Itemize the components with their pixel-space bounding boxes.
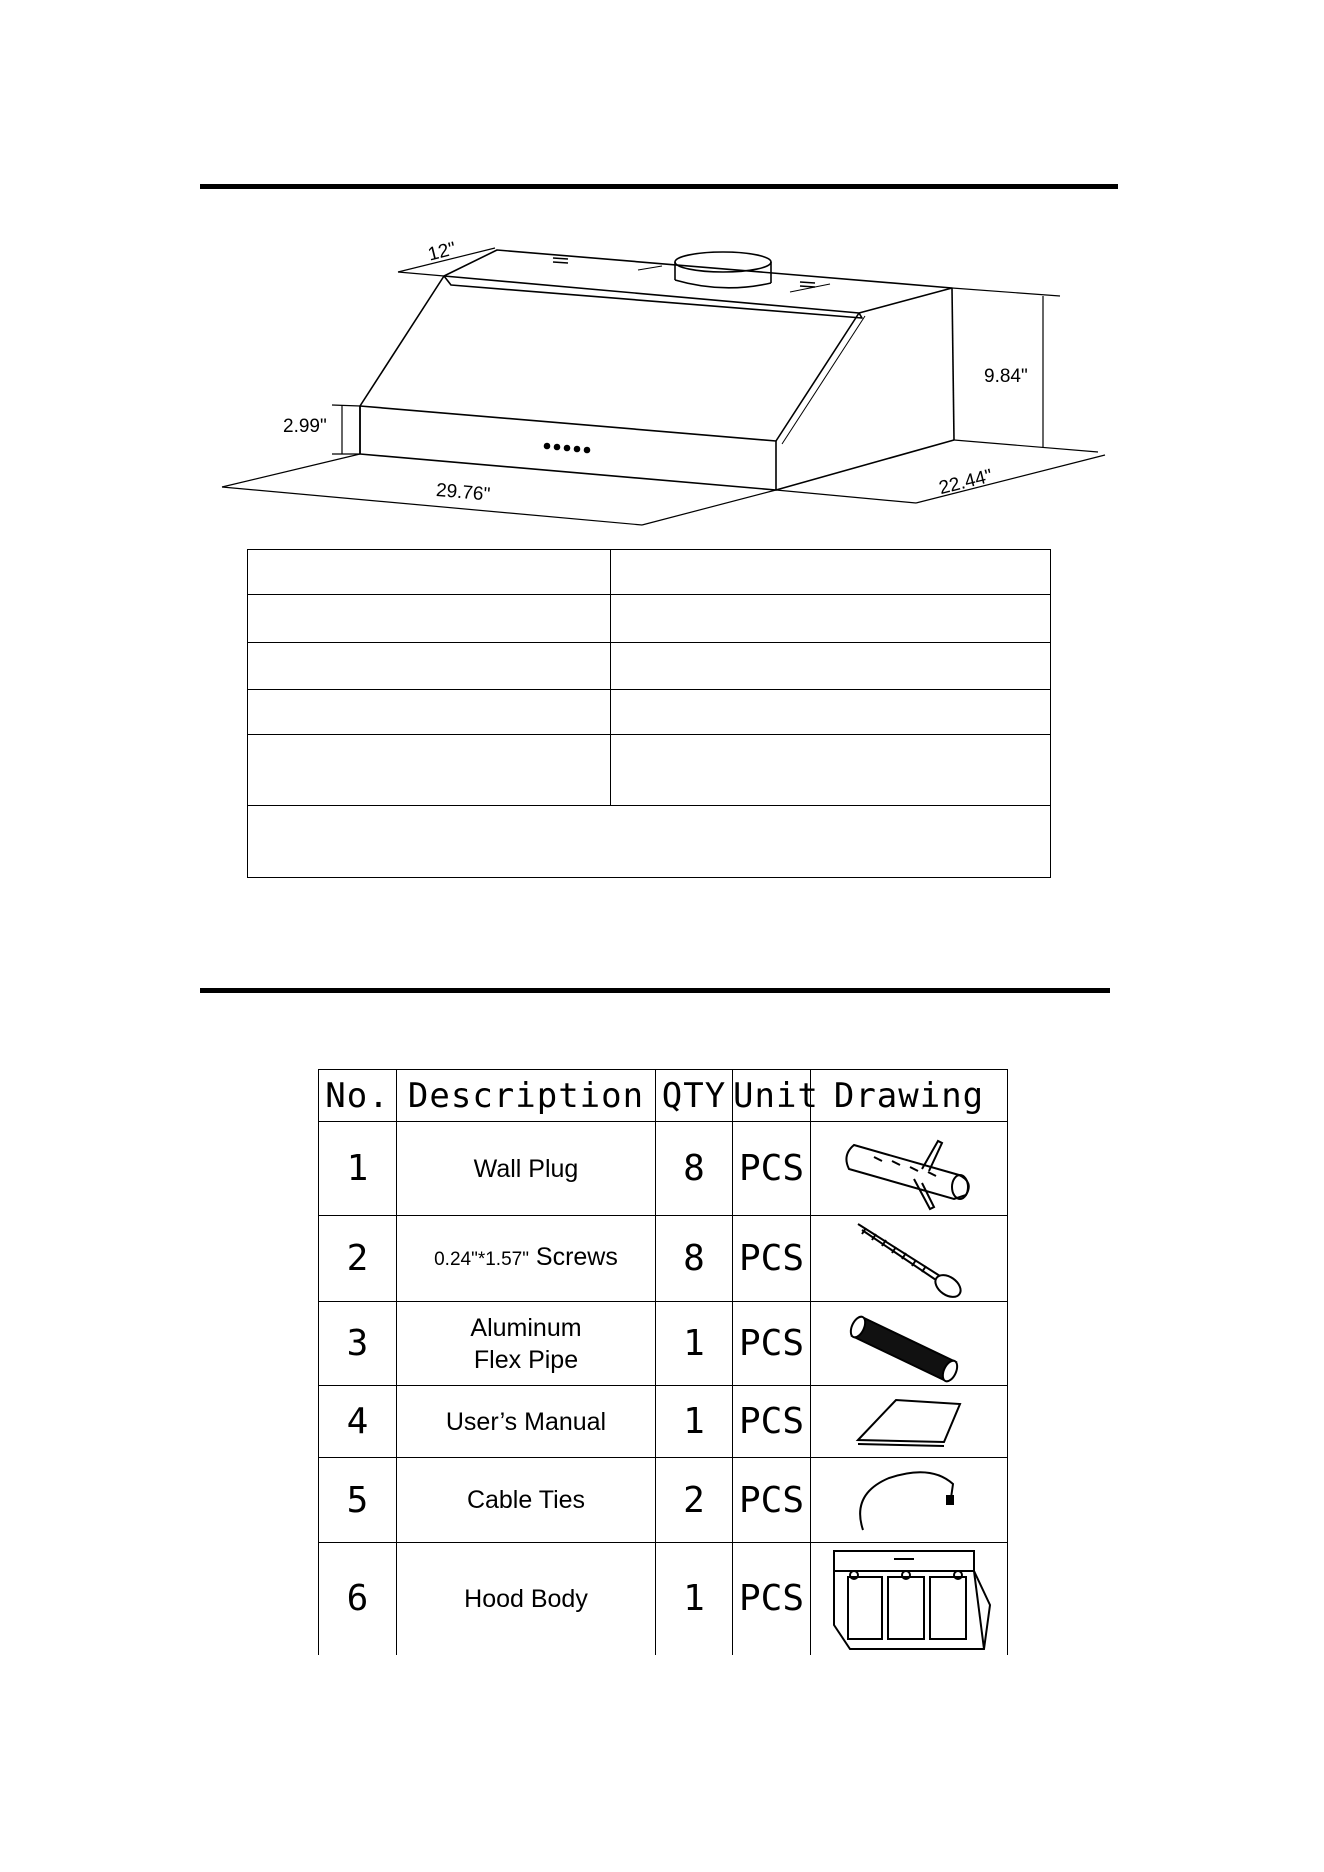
row-unit: PCS <box>733 1386 811 1458</box>
dim-label-top-depth: 12" <box>425 238 459 266</box>
manual-icon <box>854 1394 964 1450</box>
screw-size-label: 0.24"*1.57" <box>434 1249 529 1270</box>
header-unit: Unit <box>733 1070 811 1122</box>
row-unit: PCS <box>733 1216 811 1302</box>
header-description: Description <box>397 1070 656 1122</box>
row-description: User’s Manual <box>397 1386 656 1458</box>
row-no: 6 <box>319 1543 397 1655</box>
spec-cell <box>248 735 611 806</box>
row-qty: 1 <box>656 1302 733 1386</box>
row-description: Hood Body <box>397 1543 656 1655</box>
dim-label-front-height: 2.99" <box>283 416 327 437</box>
header-no: No. <box>319 1070 397 1122</box>
row-description: Cable Ties <box>397 1458 656 1543</box>
row-unit: PCS <box>733 1458 811 1543</box>
dim-label-depth: 22.44" <box>936 465 995 500</box>
row-no: 1 <box>319 1122 397 1216</box>
table-row <box>319 1216 1008 1302</box>
row-description <box>397 1302 656 1386</box>
table-row <box>319 1386 1008 1458</box>
range-hood-dimension-diagram <box>0 0 1324 540</box>
flex-pipe-line1: Aluminum <box>470 1313 582 1342</box>
row-description: Wall Plug <box>397 1122 656 1216</box>
hood-body-icon <box>824 1545 994 1653</box>
row-unit: PCS <box>733 1302 811 1386</box>
header-qty: QTY <box>656 1070 733 1122</box>
spec-cell <box>248 550 611 595</box>
table-row <box>319 1122 1008 1216</box>
header-drawing: Drawing <box>811 1070 1008 1122</box>
cable-tie-icon <box>849 1464 969 1536</box>
table-row <box>319 1302 1008 1386</box>
table-row <box>319 1543 1008 1655</box>
spec-cell <box>611 595 1051 643</box>
spec-cell <box>248 643 611 690</box>
flex-pipe-line2: Flex Pipe <box>473 1345 579 1374</box>
spec-cell <box>611 735 1051 806</box>
row-qty: 1 <box>656 1543 733 1655</box>
spec-cell <box>611 690 1051 735</box>
row-qty: 1 <box>656 1386 733 1458</box>
row-no: 2 <box>319 1216 397 1302</box>
row-no: 5 <box>319 1458 397 1543</box>
specification-table <box>247 549 1051 878</box>
row-qty: 8 <box>656 1216 733 1302</box>
dim-label-height: 9.84" <box>984 366 1028 387</box>
spec-cell <box>611 550 1051 595</box>
row-no: 3 <box>319 1302 397 1386</box>
section-rule-middle <box>200 988 1110 993</box>
dim-label-width: 29.76" <box>435 479 492 506</box>
spec-cell <box>248 690 611 735</box>
table-row <box>319 1458 1008 1543</box>
row-qty: 8 <box>656 1122 733 1216</box>
screw-label: Screws <box>535 1243 618 1271</box>
row-qty: 2 <box>656 1458 733 1543</box>
spec-cell-wide <box>248 806 1051 878</box>
row-unit: PCS <box>733 1543 811 1655</box>
parts-list-table <box>318 1069 1008 1655</box>
row-unit: PCS <box>733 1122 811 1216</box>
wall-plug-icon <box>834 1127 984 1211</box>
row-description <box>397 1216 656 1302</box>
spec-cell <box>248 595 611 643</box>
screw-icon <box>844 1218 974 1300</box>
flex-pipe-icon <box>844 1304 974 1384</box>
spec-cell <box>611 643 1051 690</box>
row-no: 4 <box>319 1386 397 1458</box>
